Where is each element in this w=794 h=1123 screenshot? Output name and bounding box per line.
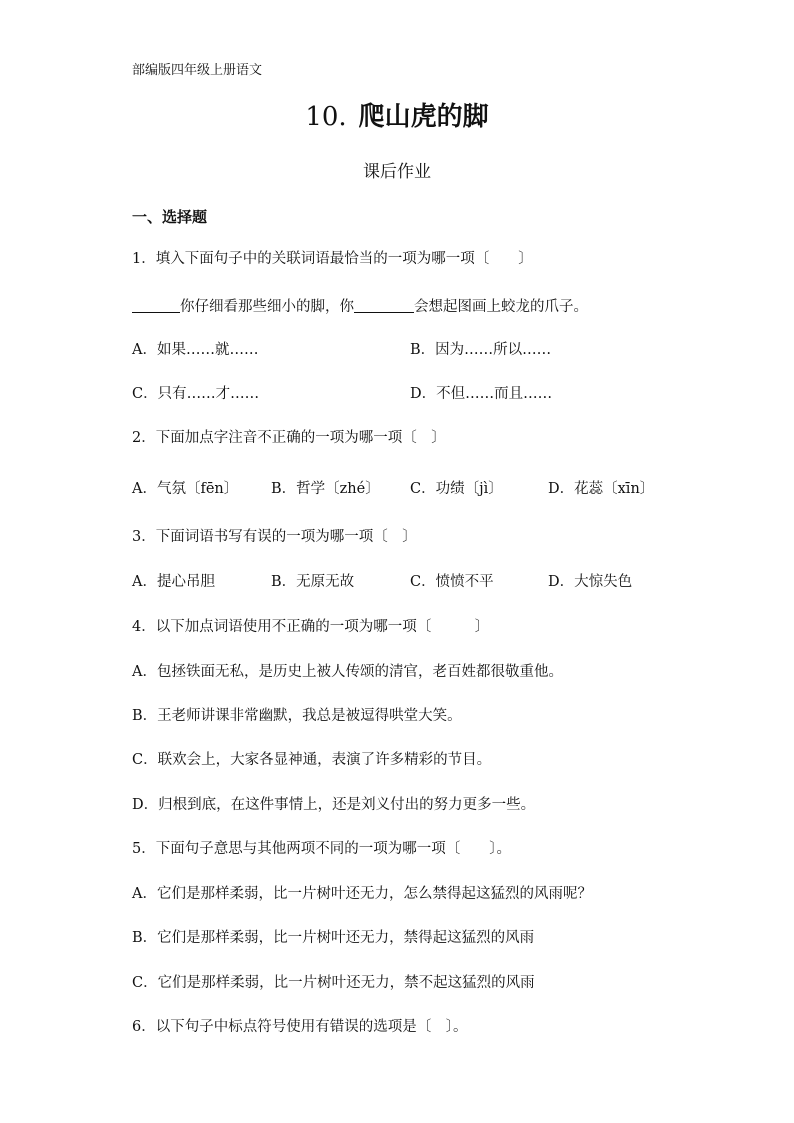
question-5-option-c: C．它们是那样柔弱，比一片树叶还无力，禁不起这猛烈的风雨 bbox=[132, 975, 535, 991]
question-5-stem: 5．下面句子意思与其他两项不同的一项为哪一项〔 〕。 bbox=[132, 841, 511, 857]
page-header: 部编版四年级上册语文 bbox=[132, 63, 263, 78]
question-5-option-a: A．它们是那样柔弱，比一片树叶还无力，怎么禁得起这猛烈的风雨呢？ bbox=[132, 886, 592, 902]
question-3-option-c: C．愤愤不平 bbox=[410, 574, 494, 590]
question-4-option-b: B．王老师讲课非常幽默，我总是被逗得哄堂大笑。 bbox=[132, 708, 462, 724]
question-4-option-c: C．联欢会上，大家各显神通，表演了许多精彩的节目。 bbox=[132, 752, 492, 768]
section-heading: 一、选择题 bbox=[132, 208, 208, 226]
question-1-option-c: C．只有……才…… bbox=[132, 386, 260, 402]
fill-blank-2 bbox=[354, 298, 414, 313]
question-3-option-b: B．无原无故 bbox=[271, 574, 355, 590]
question-6-stem: 6．以下句子中标点符号使用有错误的选项是〔 〕。 bbox=[132, 1019, 468, 1035]
question-4-option-a: A．包拯铁面无私，是历史上被人传颂的清官，老百姓都很敬重他。 bbox=[132, 664, 563, 680]
question-4-stem: 4．以下加点词语使用不正确的一项为哪一项〔 〕 bbox=[132, 619, 490, 635]
question-2-option-b: B．哲学〔zhé〕 bbox=[271, 481, 380, 497]
question-1-option-b: B．因为……所以…… bbox=[410, 342, 552, 358]
question-1-option-a: A．如果……就…… bbox=[132, 342, 259, 358]
question-1-sentence: 你仔细看那些细小的脚，你 会想起图画上蛟龙的爪子。 bbox=[132, 298, 588, 315]
question-3-option-a: A．提心吊胆 bbox=[132, 574, 215, 590]
question-2-stem: 2．下面加点字注音不正确的一项为哪一项〔 〕 bbox=[132, 430, 446, 446]
question-2-option-a: A．气氛〔fēn〕 bbox=[132, 481, 239, 497]
subtitle: 课后作业 bbox=[363, 162, 431, 182]
question-2-option-c: C．功绩〔jì〕 bbox=[410, 481, 503, 497]
lesson-number: 10. bbox=[305, 102, 347, 132]
lesson-title bbox=[0, 104, 794, 130]
question-4-option-d: D．归根到底，在这件事情上，还是刘义付出的努力更多一些。 bbox=[132, 797, 536, 813]
question-5-option-b: B．它们是那样柔弱，比一片树叶还无力，禁得起这猛烈的风雨 bbox=[132, 930, 535, 946]
question-2-option-d: D．花蕊〔xīn〕 bbox=[548, 481, 655, 497]
question-3-stem: 3．下面词语书写有误的一项为哪一项〔 〕 bbox=[132, 529, 417, 545]
fill-blank-1 bbox=[132, 298, 180, 313]
question-1-option-d: D．不但……而且…… bbox=[410, 386, 553, 402]
question-3-option-d: D．大惊失色 bbox=[548, 574, 633, 590]
question-1-stem: 1．填入下面句子中的关联词语最恰当的一项为哪一项〔 〕 bbox=[132, 251, 533, 267]
lesson-title-text: 爬山虎的脚 bbox=[358, 102, 489, 132]
